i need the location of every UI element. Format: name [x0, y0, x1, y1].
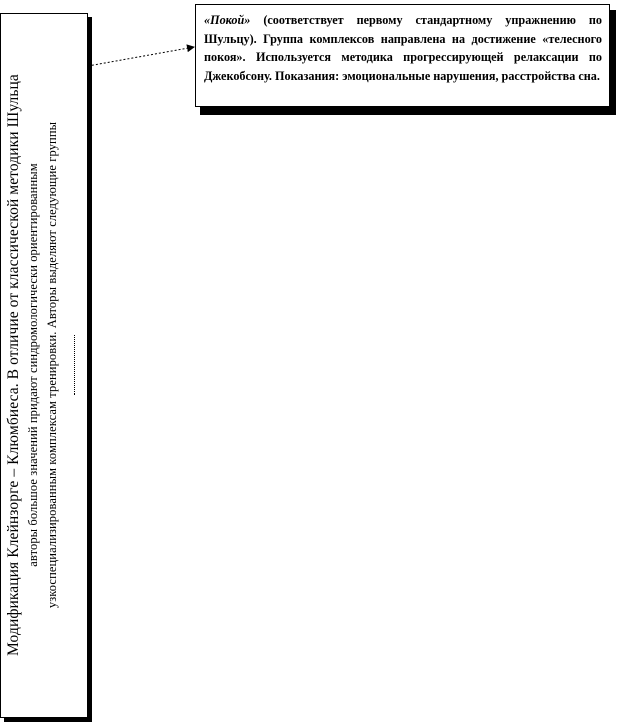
connector-line: [88, 47, 194, 66]
left-box-line1: Клейнзорге – Клюмбиеса. В отличие от классической методики Шульца: [5, 74, 22, 562]
rotated-text: [4, 20, 81, 710]
right-box-body: (соответствует первому стандартному упражнению по Шульцу). Группа комплексов направлена на достижение «телесного покоя». Используется методика прогрессирующей релаксации по Джекобсону. Показания: эмоциональные нарушения, расстройства сна.: [204, 13, 602, 83]
cut-off-text-fragment: [66, 335, 75, 395]
left-box-lead: Модификация: [5, 561, 22, 656]
left-box-line2: авторы большое значений придают синдромологически ориентированным: [26, 163, 40, 567]
left-vertical-box: [0, 13, 88, 718]
right-box-title: «Покой»: [204, 13, 251, 27]
right-text-box: [195, 4, 610, 107]
left-box-line3: узкоспециализированным комплексам тренировки. Авторы выделяют следующие группы: [45, 121, 59, 609]
